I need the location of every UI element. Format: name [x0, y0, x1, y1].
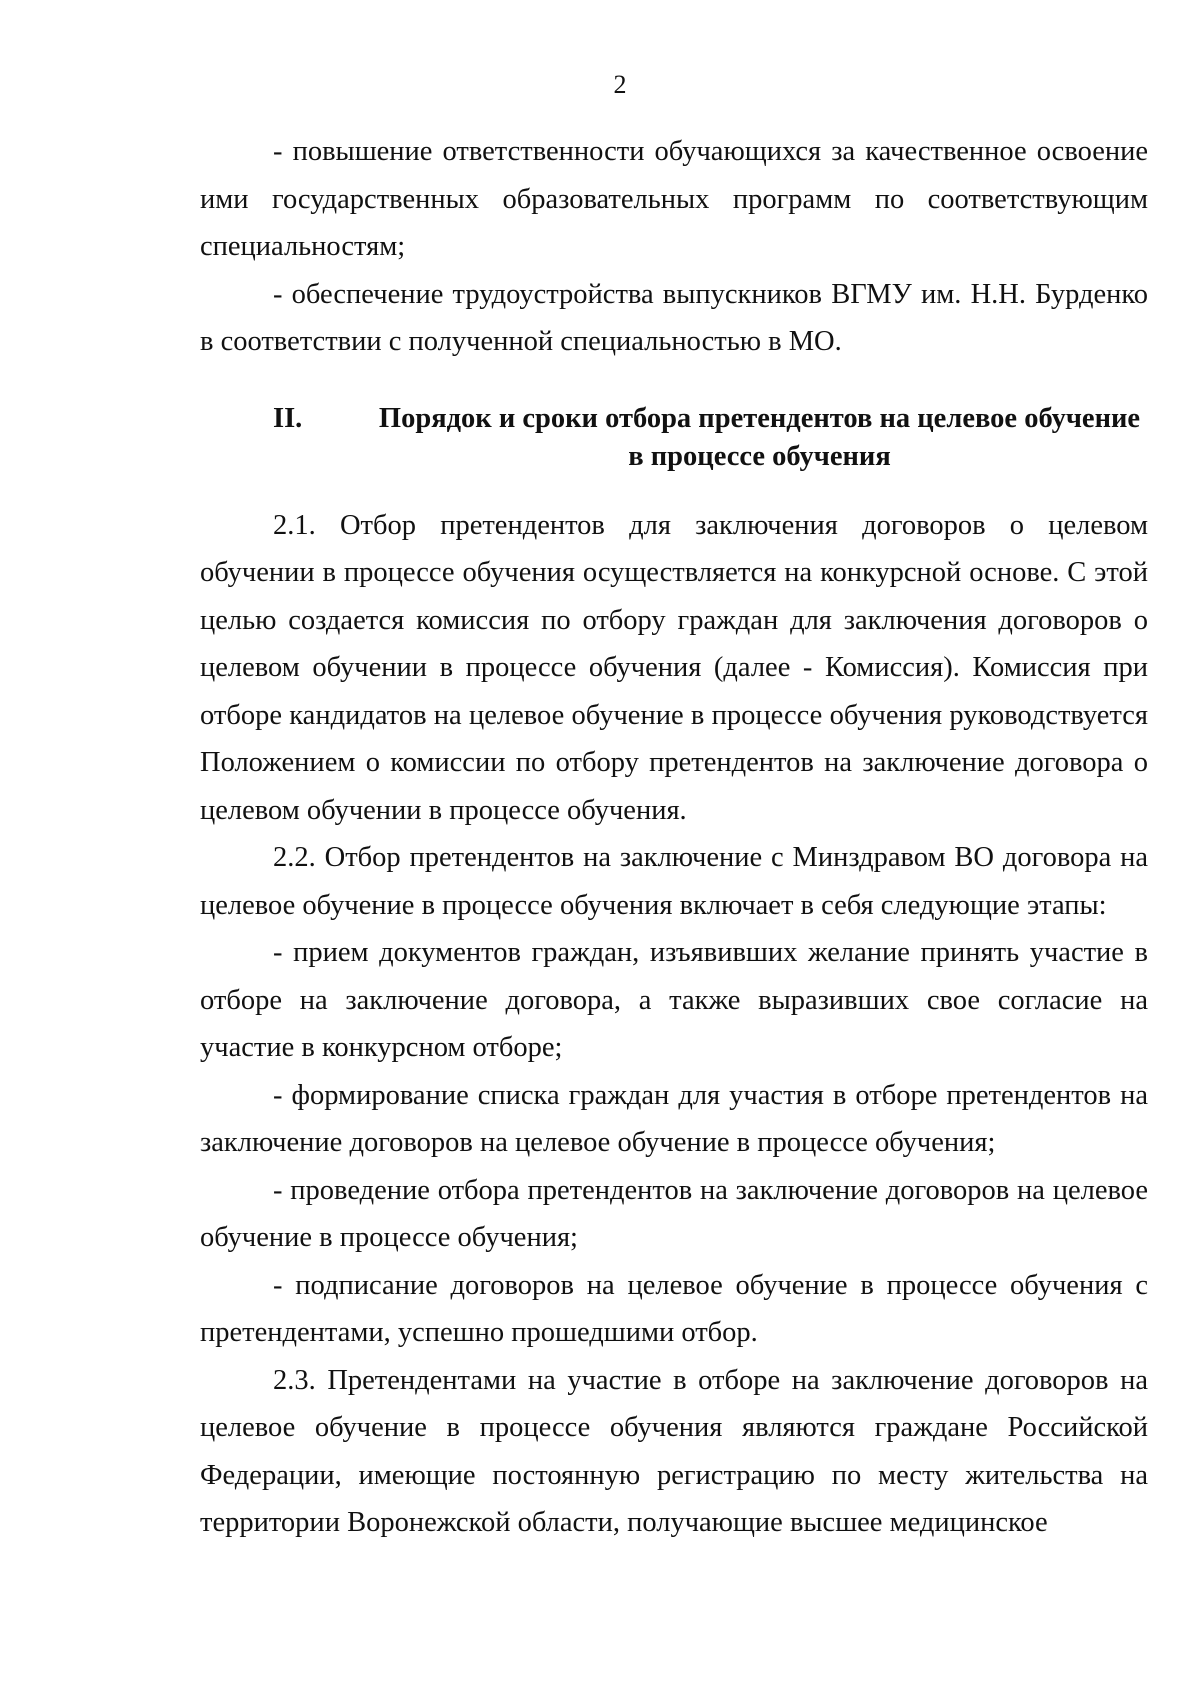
list-item: - формирование списка граждан для участия в отборе претендентов на заключение договоров на целевое обучение в процессе обучения; — [200, 1079, 1148, 1158]
section-number: II. — [273, 402, 303, 434]
list-item: - проведение отбора претендентов на заключение договоров на целевое обучение в процессе обучения; — [200, 1174, 1148, 1253]
section-title: Порядок и сроки отбора претендентов на целевое обучение в процессе обучения — [378, 402, 1141, 472]
page-number: 2 — [613, 70, 627, 99]
paragraph: - повышение ответственности обучающихся за качественное освоение ими государственных образовательных программ по соответствующим специальностям; — [200, 136, 1148, 262]
paragraph: - обеспечение трудоустройства выпускников ВГМУ им. Н.Н. Бурденко в соответствии с полученной специальностью в МО. — [200, 278, 1148, 357]
list-item: - подписание договоров на целевое обучение в процессе обучения с претендентами, успешно прошедшими отбор. — [200, 1269, 1148, 1348]
list-item: - прием документов граждан, изъявивших желание принять участие в отборе на заключение договора, а также выразивших свое согласие на участие в конкурсном отборе; — [200, 937, 1148, 1063]
paragraph: 2.3. Претендентами на участие в отборе на заключение договоров на целевое обучение в процессе обучения являются граждане Российской Федерации, имеющие постоянную регистрацию по месту жительства на территории Воронежской области, получающие высшее медицинское — [200, 1364, 1148, 1538]
document-body — [200, 128, 1148, 1547]
paragraph: 2.2. Отбор претендентов на заключение с Минздравом ВО договора на целевое обучение в процессе обучения включает в себя следующие этапы: — [200, 842, 1148, 921]
paragraph: 2.1. Отбор претендентов для заключения договоров о целевом обучении в процессе обучения осуществляется на конкурсной основе. С этой целью создается комиссия по отбору граждан для заключения договоров о целевом обучении в процессе обучения (далее - Комиссия). Комиссия при отборе кандидатов на целевое обучение в процессе обучения руководствуется Положением о комиссии по отбору претендентов на заключение договора о целевом обучении в процессе обучения. — [200, 509, 1148, 826]
section-heading — [200, 400, 1148, 476]
